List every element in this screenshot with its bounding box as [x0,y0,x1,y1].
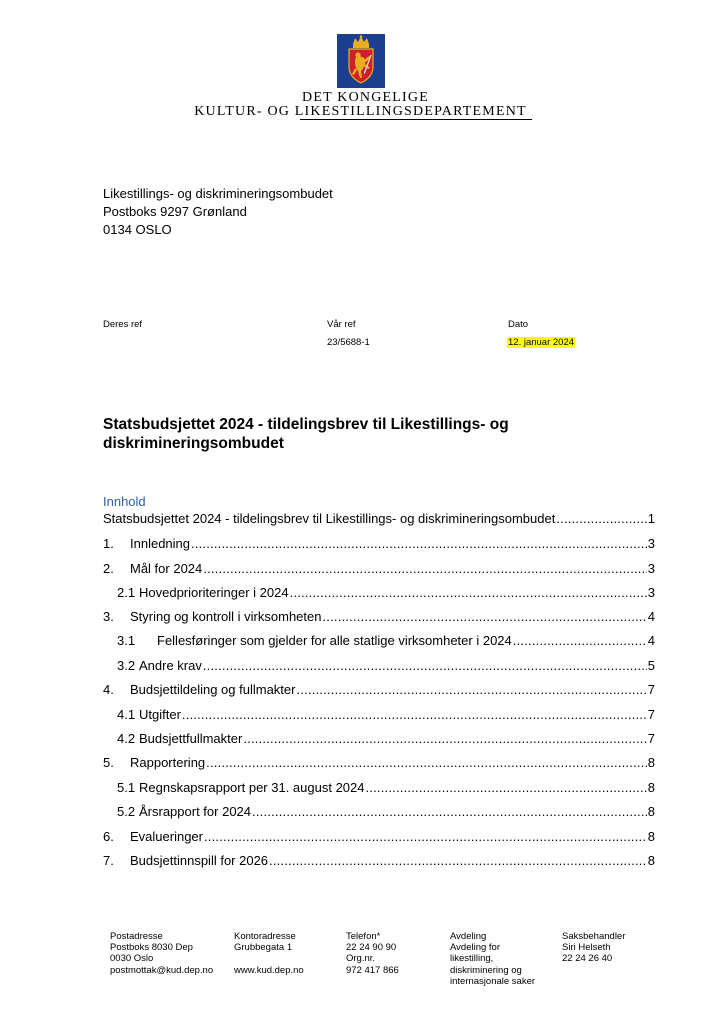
toc-entry-number: 5.2 [117,804,136,819]
toc-entry-label: Statsbudsjettet 2024 - tildelingsbrev til Likestillings- og diskrimineringsombudet [103,511,556,526]
toc-entry-number: 3.1 [117,633,136,648]
ministry-name-line2: KULTUR- OG LIKESTILLINGSDEPARTEMENT [194,104,527,119]
toc-entry-label: Fellesføringer som gjelder for alle statlige virksomheter i 2024 [157,633,512,648]
toc-entry-page: 8 [647,853,655,868]
var-ref-value: 23/5688-1 [327,337,370,348]
recipient-postbox: Postboks 9297 Grønland [103,204,247,219]
dato-highlight: 12. januar 2024 [508,337,575,348]
toc-entry-label: Årsrapport for 2024 [139,804,252,819]
toc-entry-page: 8 [647,780,655,795]
toc-entry[interactable] [117,731,655,749]
toc-entry-label: Budsjettinnspill for 2026 [130,853,269,868]
toc-entry-number: 5. [103,755,114,770]
toc-entry-page: 1 [647,511,655,526]
toc-leader [513,633,647,648]
toc-leader [182,707,647,722]
toc-entry-page: 8 [647,755,655,770]
footer-spacer [234,953,304,964]
footer-saksbehandler-name: Siri Helseth [562,942,611,954]
footer-postadresse-line: 0030 Oslo [110,953,154,965]
toc-entry[interactable] [103,829,655,847]
toc-entry[interactable] [103,511,655,529]
toc-entry-number: 2. [103,561,114,576]
footer-kontoradresse-line: Grubbegata 1 [234,942,293,954]
toc-leader [290,585,647,600]
toc-entry-number: 5.1 [117,780,136,795]
footer-avdeling-heading: Avdeling [450,931,487,942]
var-ref-label: Vår ref [327,319,356,330]
coat-of-arms-logo [337,34,385,88]
toc-entry-page: 8 [647,829,655,844]
toc-leader [204,829,647,844]
toc-entry-page: 8 [647,804,655,819]
toc-entry-label: Mål for 2024 [130,561,203,576]
deres-ref-label: Deres ref [103,319,143,330]
footer-avdeling [450,931,535,987]
recipient-city: 0134 OSLO [103,222,172,237]
toc-leader [206,755,647,770]
footer-orgnr-label: Org.nr. [346,953,376,965]
toc-entry-number: 4.2 [117,731,136,746]
toc-entry-number: 4.1 [117,707,136,722]
toc-leader [322,609,646,624]
document-title: Statsbudsjettet 2024 - tildelingsbrev til Likestillings- og diskrimineringsombudet [103,416,509,452]
toc-entry-label: Budsjettildeling og fullmakter [130,682,296,697]
footer-postadresse-line: Postboks 8030 Dep [110,942,193,954]
toc-leader [269,853,647,868]
footer-saksbehandler-heading: Saksbehandler [562,931,626,942]
toc-entry[interactable] [103,755,655,773]
toc-leader [556,511,646,526]
toc-entry-page: 7 [647,731,655,746]
recipient-name: Likestillings- og diskrimineringsombudet [103,186,333,201]
toc-leader [296,682,646,697]
toc-entry[interactable] [117,707,655,725]
footer-website[interactable]: www.kud.dep.no [234,964,304,976]
dato-label: Dato [508,319,529,330]
toc-entry[interactable] [103,853,655,871]
toc-entry[interactable] [103,536,655,554]
footer-avdeling-line: internasjonale saker [450,975,536,987]
toc-entry-label: Innledning [130,536,190,551]
footer-orgnr-value: 972 417 866 [346,964,399,976]
toc-entry-label: Hovedprioriteringer i 2024 [139,585,289,600]
toc-leader [243,731,646,746]
toc-entry-page: 4 [647,633,655,648]
footer-postadresse-heading: Postadresse [110,931,163,942]
footer-kontoradresse [234,931,304,976]
toc-entry-page: 5 [647,658,655,673]
toc-entry-page: 4 [647,609,655,624]
toc-entry-label: Rapportering [130,755,206,770]
toc-entry[interactable] [103,609,655,627]
toc-heading: Innhold [103,494,146,509]
toc-entry-number: 7. [103,853,114,868]
footer-saksbehandler-phone: 22 24 26 40 [562,953,613,965]
toc-entry[interactable] [117,658,655,676]
toc-leader [252,804,647,819]
toc-leader [203,561,647,576]
toc-entry-page: 3 [647,561,655,576]
footer-kontoradresse-heading: Kontoradresse [234,931,296,942]
toc-entry-label: Styring og kontroll i virksomheten [130,609,322,624]
toc-entry-number: 6. [103,829,114,844]
ministry-name-line1: DET KONGELIGE [302,90,429,105]
toc-entry-page: 3 [647,585,655,600]
header-rule [300,119,532,120]
recipient-address [103,185,333,239]
toc-entry[interactable] [117,585,655,603]
toc-leader [366,780,647,795]
toc-entry-label: Budsjettfullmakter [139,731,243,746]
footer-avdeling-line: Avdeling for [450,942,500,954]
footer-telefon-number: 22 24 90 90 [346,942,397,954]
toc-entry-page: 7 [647,682,655,697]
footer-avdeling-line: likestilling, [450,953,494,965]
toc-entry-label: Regnskapsrapport per 31. august 2024 [139,780,365,795]
toc-entry-label: Andre krav [139,658,202,673]
toc-entry-label: Evalueringer [130,829,203,844]
toc-entry-number: 2.1 [117,585,136,600]
footer-saksbehandler [562,931,625,965]
footer-telefon-heading: Telefon* [346,931,381,942]
dato-value [507,337,575,348]
toc-entry-page: 7 [647,707,655,722]
footer-avdeling-line: diskriminering og [450,964,522,976]
toc-leader [191,536,647,551]
toc-entry-number: 3.2 [117,658,136,673]
toc-entry-number: 4. [103,682,114,697]
toc-entry[interactable] [103,561,655,579]
footer-postadresse [110,931,213,976]
toc-entry[interactable] [117,804,655,822]
toc-entry-label: Utgifter [139,707,181,722]
toc-entry-number: 1. [103,536,114,551]
footer-telefon [346,931,399,976]
toc-entry[interactable] [117,780,655,798]
toc-entry[interactable] [117,633,655,651]
toc-entry[interactable] [103,682,655,700]
toc-entry-number: 3. [103,609,114,624]
footer-email[interactable]: postmottak@kud.dep.no [110,964,214,976]
toc-entry-page: 3 [647,536,655,551]
toc-leader [203,658,647,673]
